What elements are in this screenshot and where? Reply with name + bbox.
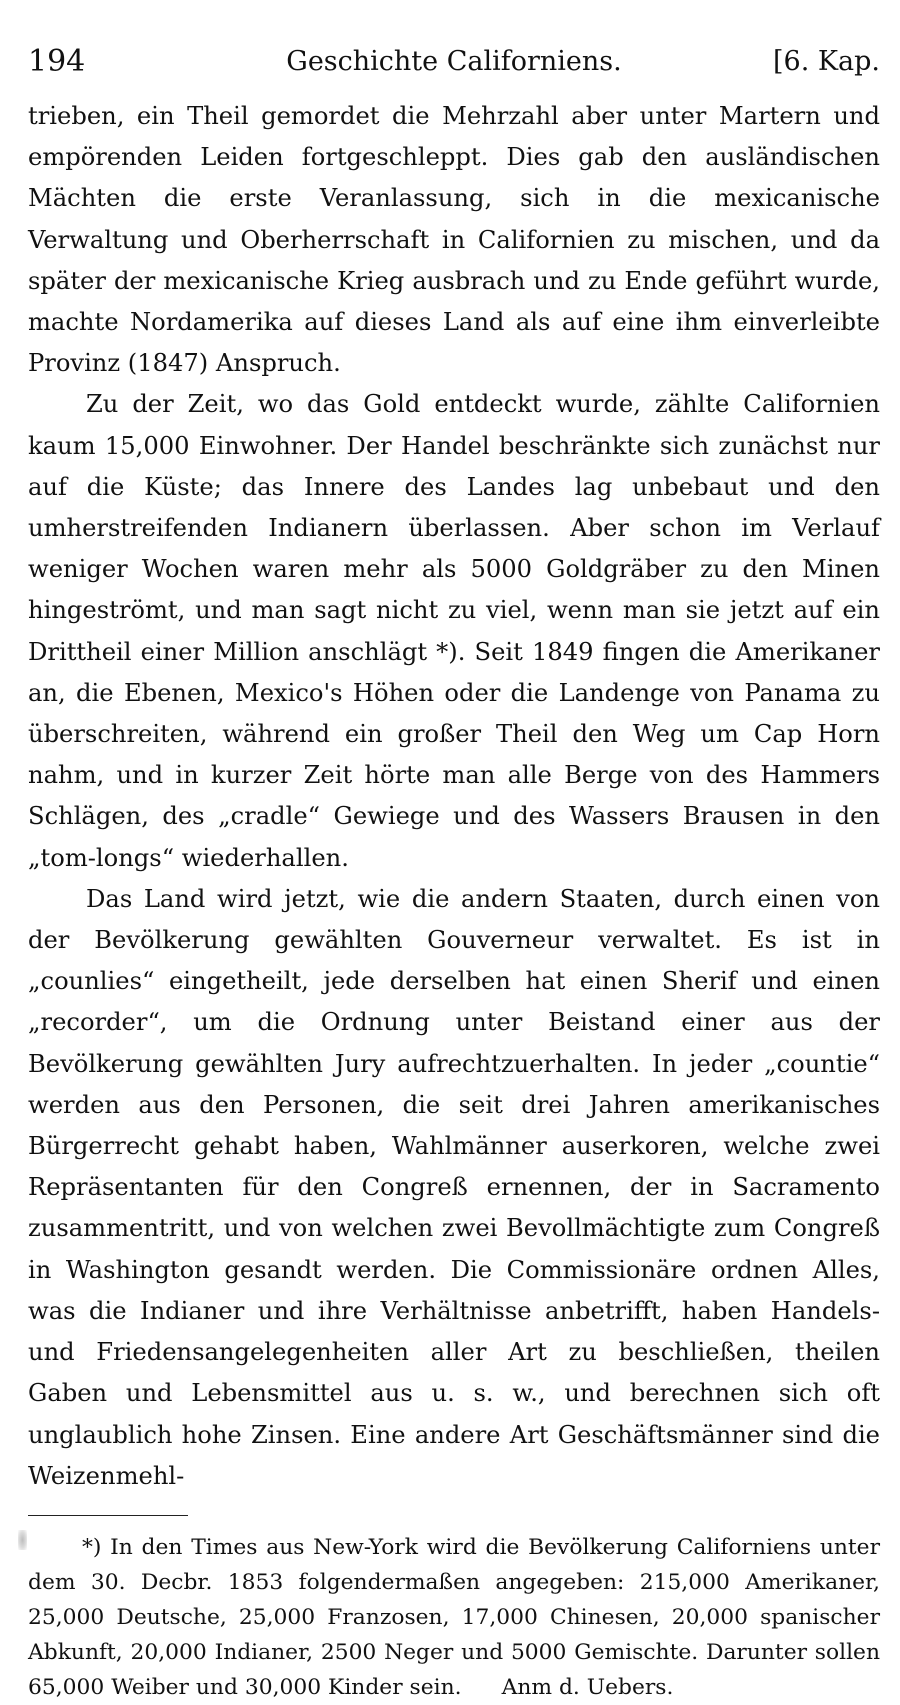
chapter-reference: [6. Kap. [772, 46, 880, 77]
page-number: 194 [28, 44, 86, 79]
page-header [28, 36, 880, 80]
main-text [28, 96, 880, 1497]
book-page [28, 36, 880, 1705]
footnote [28, 1530, 880, 1705]
footnote-text: *) In den Times aus New-York wird die Bevölkerung Californiens unter dem 30. Decbr. 1853 folgendermaßen angegeben: 215,000 Amerikaner, 25,000 Deutsche, 25,000 Franzosen, 17,000 Chinesen, 20,000 spanischer Abkunft, 20,000 Indianer, 2500 Neger und 5000 Gemischte. Darunter sollen 65,000 Weiber und 30,000 Kinder sein. [28, 1534, 880, 1700]
paragraph-continuation: trieben, ein Theil gemordet die Mehrzahl aber unter Martern und empörenden Leiden fortgeschleppt. Dies gab den ausländischen Mächten die erste Veranlassung, sich in die mexicanische Verwaltung und Oberherrschaft in Californien zu mischen, und da später der mexicanische Krieg ausbrach und zu Ende geführt wurde, machte Nordamerika auf dieses Land als auf eine ihm einverleibte Provinz (1847) Anspruch. [28, 102, 880, 378]
footnote-attribution: Anm d. Uebers. [501, 1674, 674, 1700]
footnote-divider [28, 1515, 188, 1516]
paragraph-gold-discovery: Zu der Zeit, wo das Gold entdeckt wurde, zählte Californien kaum 15,000 Einwohner. Der Handel beschränkte sich zunächst nur auf die Küste; das Innere des Landes lag unbebaut und den umherstreifenden Indianern überlassen. Aber schon im Verlauf weniger Wochen waren mehr als 5000 Goldgräber zu den Minen hingeströmt, und man sagt nicht zu viel, wenn man sie jetzt auf ein Drittheil einer Million anschlägt *). Seit 1849 fingen die Amerikaner an, die Ebenen, Mexico's Höhen oder die Landenge von Panama zu überschreiten, während ein großer Theil den Weg um Cap Horn nahm, und in kurzer Zeit hörte man alle Berge von des Hammers Schlägen, des „cradle“ Gewiege und des Wassers Brausen in den „tom-longs“ wiederhallen. [28, 390, 880, 872]
paragraph-administration: Das Land wird jetzt, wie die andern Staaten, durch einen von der Bevölkerung gewählten Gouverneur verwaltet. Es ist in „counlies“ eingetheilt, jede derselben hat einen Sherif und einen „recorder“, um die Ordnung unter Beistand einer aus der Bevölkerung gewählten Jury aufrechtzuerhalten. In jeder „countie“ werden aus den Personen, die seit drei Jahren amerikanisches Bürgerrecht gehabt haben, Wahlmänner auserkoren, welche zwei Repräsentanten für den Congreß ernennen, der in Sacramento zusammentritt, und von welchen zwei Bevollmächtigte zum Congreß in Washington gesandt werden. Die Commissionäre ordnen Alles, was die Indianer und ihre Verhältnisse anbetrifft, haben Handels- und Friedensangelegenheiten aller Art zu beschließen, theilen Gaben und Lebensmittel aus u. s. w., und berechnen sich oft unglaublich hohe Zinsen. Eine andere Art Geschäftsmänner sind die Weizenmehl- [28, 884, 880, 1490]
scan-blemish [18, 1530, 27, 1550]
running-title: Geschichte Californiens. [286, 46, 622, 77]
